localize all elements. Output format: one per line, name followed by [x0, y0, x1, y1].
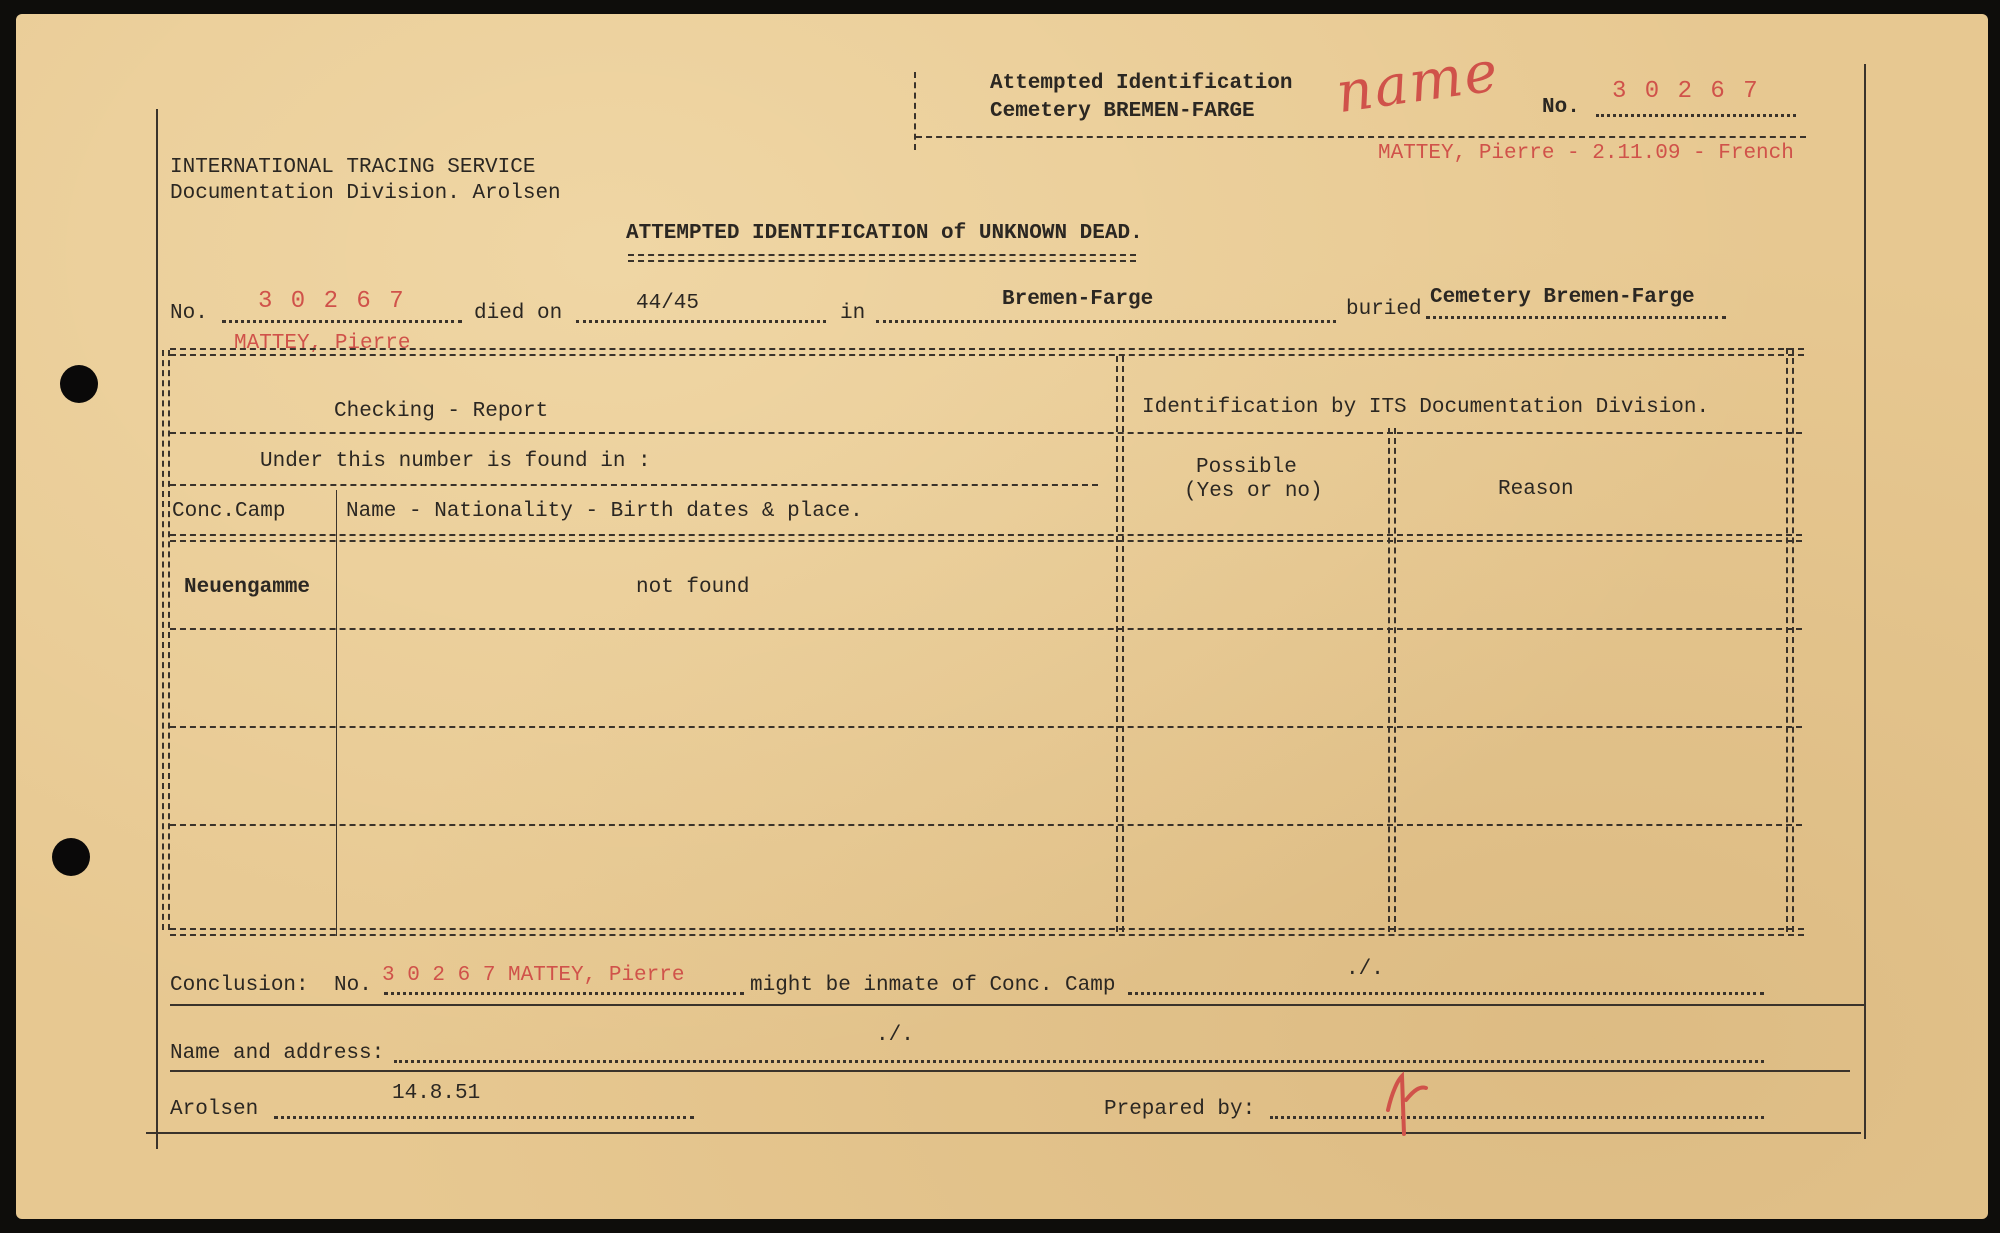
conclusion-no-label: No. — [334, 974, 372, 997]
identification-header: Identification by ITS Documentation Division. — [1142, 396, 1710, 419]
record-buried-label: buried — [1346, 298, 1422, 321]
record-died-dots — [576, 320, 826, 323]
record-buried-value: Cemetery Bremen-Farge — [1430, 286, 1695, 309]
record-no-label: No. — [170, 302, 208, 325]
org-division: Documentation Division. Arolsen — [170, 182, 561, 205]
record-name-stamp: MATTEY, Pierre — [234, 332, 411, 355]
table-found-in-rule — [170, 484, 1098, 486]
table-divider-checking — [1116, 356, 1124, 932]
record-no-value: 3 0 2 6 7 — [258, 288, 406, 315]
conclusion-label: Conclusion: — [170, 974, 309, 997]
table-row-1-camp: Neuengamme — [184, 576, 311, 599]
footer-date: 14.8.51 — [392, 1082, 481, 1105]
name-address-rule — [170, 1070, 1850, 1072]
table-divider-reason — [1388, 428, 1396, 932]
header-cemetery: Cemetery BREMEN-FARGE — [990, 100, 1255, 123]
record-place: Bremen-Farge — [1002, 288, 1154, 311]
punch-hole-top — [60, 365, 98, 403]
table-row-1-details: not found — [636, 576, 750, 599]
name-address-value: ./. — [876, 1024, 914, 1047]
header-box-bottom-edge — [916, 136, 1806, 138]
header-stamp: MATTEY, Pierre - 2.11.09 - French — [1378, 142, 1794, 165]
header-box-left-edge — [914, 72, 916, 150]
checking-report-header: Checking - Report — [334, 400, 549, 423]
table-top-border — [170, 348, 1804, 356]
col-possible-header-line2: (Yes or no) — [1184, 480, 1323, 503]
footer-prepared-dots — [1270, 1116, 1764, 1119]
table-row-rule-2 — [170, 726, 1802, 728]
org-name: INTERNATIONAL TRACING SERVICE — [170, 156, 536, 179]
form-title-underline — [628, 254, 1136, 262]
col-possible-header-line1: Possible — [1196, 456, 1297, 479]
punch-hole-bottom — [52, 838, 90, 876]
col-reason-header: Reason — [1498, 478, 1574, 501]
record-died-label: died on — [474, 302, 563, 325]
found-in-label: Under this number is found in : — [260, 450, 651, 473]
footer-prepared-label: Prepared by: — [1104, 1098, 1256, 1121]
record-died-value: 44/45 — [636, 292, 700, 315]
table-row-rule-1 — [170, 628, 1802, 630]
bottom-border — [146, 1132, 1861, 1134]
record-buried-dots — [1426, 316, 1726, 319]
left-border — [156, 109, 158, 1149]
conclusion-rule — [170, 1004, 1864, 1006]
footer-date-dots — [274, 1116, 694, 1119]
right-border — [1864, 64, 1866, 1139]
table-row-rule-3 — [170, 824, 1802, 826]
header-no-value: 3 0 2 6 7 — [1612, 78, 1760, 105]
table-column-rule — [170, 534, 1802, 542]
header-title: Attempted Identification — [990, 72, 1293, 95]
table-header-rule — [170, 432, 1802, 434]
conclusion-text: might be inmate of Conc. Camp — [750, 974, 1116, 997]
form-title: ATTEMPTED IDENTIFICATION of UNKNOWN DEAD. — [626, 222, 1143, 245]
record-no-dots — [222, 320, 462, 323]
footer-place: Arolsen — [170, 1098, 259, 1121]
name-address-dots — [394, 1060, 1764, 1063]
record-in-label: in — [840, 302, 866, 325]
conclusion-no-stamp: 3 0 2 6 7 MATTEY, Pierre — [382, 964, 685, 987]
name-address-label: Name and address: — [170, 1042, 385, 1065]
conclusion-camp-dots — [1128, 992, 1764, 995]
header-no-dots — [1596, 114, 1796, 117]
document-card — [16, 14, 1988, 1219]
handwritten-initial-signature — [1376, 1070, 1436, 1140]
conclusion-camp-value: ./. — [1346, 958, 1384, 981]
record-place-dots — [876, 320, 1336, 323]
table-right-border — [1786, 348, 1794, 932]
handwritten-note: name — [1332, 38, 1504, 127]
table-bottom-border — [170, 928, 1804, 936]
col-name-header: Name - Nationality - Birth dates & place. — [346, 500, 863, 523]
header-no-label: No. — [1542, 96, 1580, 119]
table-left-border — [162, 350, 170, 930]
col-camp-header: Conc.Camp — [172, 500, 286, 523]
conclusion-no-dots — [384, 992, 744, 995]
table-divider-camp — [336, 490, 337, 936]
